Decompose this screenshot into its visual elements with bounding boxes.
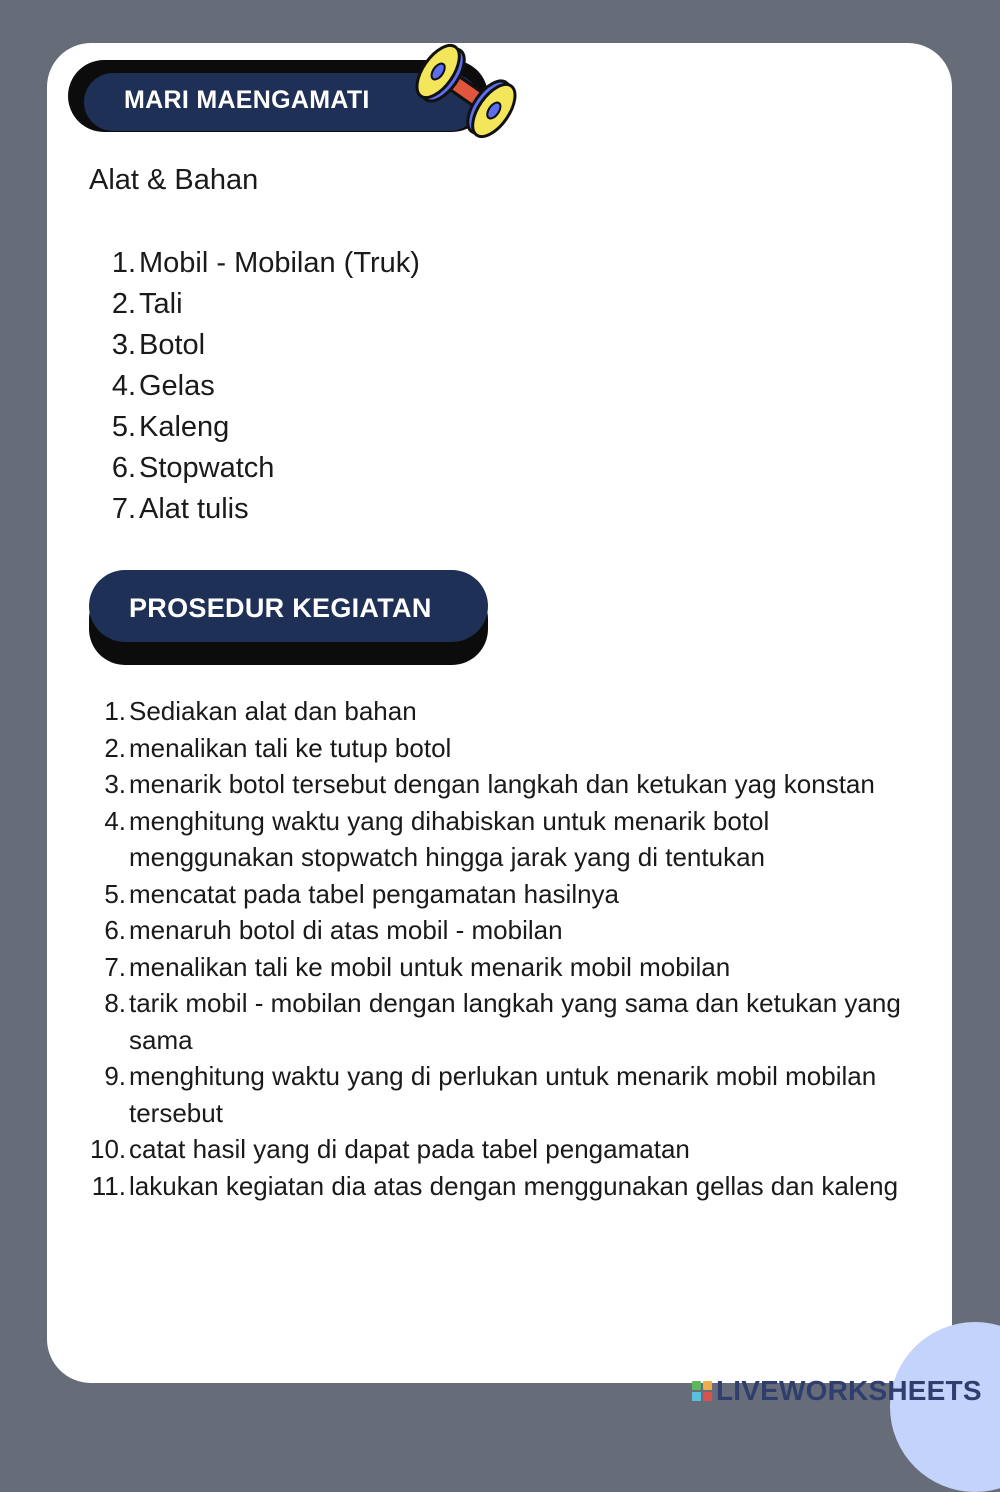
procedure-step	[90, 803, 910, 876]
item-number: 7.	[111, 493, 136, 525]
procedure-step	[90, 876, 910, 913]
step-text: menghitung waktu yang dihabiskan untuk menarik botol menggunakan stopwatch hingga jarak yang di tentukan	[129, 805, 770, 872]
procedure-step	[90, 1058, 910, 1131]
procedure-step	[90, 1131, 910, 1168]
procedure-step	[90, 730, 910, 767]
item-text: Kaleng	[139, 411, 230, 443]
step-number: 11.	[91, 1170, 126, 1201]
step-text: catat hasil yang di dapat pada tabel pengamatan	[129, 1134, 690, 1164]
item-number: 1.	[111, 247, 136, 279]
step-text: menghitung waktu yang di perlukan untuk menarik mobil mobilan tersebut	[129, 1061, 877, 1128]
materials-item	[90, 366, 420, 407]
step-text: lakukan kegiatan dia atas dengan menggunakan gellas dan kaleng	[129, 1170, 899, 1201]
item-number: 6.	[111, 452, 136, 484]
step-number: 4.	[104, 805, 126, 836]
step-number: 2.	[104, 732, 126, 763]
dumbbell-icon	[410, 38, 522, 144]
step-number: 8.	[104, 988, 126, 1018]
step-text: tarik mobil - mobilan dengan langkah yang sama dan ketukan yang sama	[129, 988, 901, 1055]
item-text: Stopwatch	[139, 452, 275, 484]
materials-item	[90, 407, 420, 448]
item-text: Botol	[139, 329, 206, 361]
step-number: 7.	[104, 951, 126, 982]
procedure-step	[90, 912, 910, 949]
step-text: menalikan tali ke tutup botol	[129, 732, 452, 763]
procedure-step	[90, 693, 910, 730]
procedure-step	[90, 766, 910, 803]
item-text: Gelas	[139, 370, 215, 402]
step-number: 9.	[104, 1061, 126, 1091]
item-text: Alat tulis	[139, 493, 249, 525]
item-text: Tali	[139, 288, 183, 320]
step-number: 5.	[104, 878, 126, 909]
step-text: menarik botol tersebut dengan langkah dan ketukan yag konstan	[129, 769, 875, 799]
step-number: 10.	[90, 1134, 127, 1164]
step-number: 1.	[104, 696, 126, 726]
item-number: 5.	[111, 411, 136, 443]
step-text: mencatat pada tabel pengamatan hasilnya	[129, 878, 620, 909]
materials-item	[90, 448, 420, 489]
step-text: Sediakan alat dan bahan	[129, 696, 417, 726]
step-number: 6.	[104, 915, 126, 945]
item-number: 2.	[111, 288, 136, 320]
materials-item	[90, 489, 420, 530]
item-text: Mobil - Mobilan (Truk)	[139, 247, 420, 279]
step-text: menalikan tali ke mobil untuk menarik mobil mobilan	[129, 951, 731, 982]
liveworksheets-logo[interactable]	[692, 1376, 982, 1406]
materials-item	[90, 284, 420, 325]
badge-top-label: MARI MAENGAMATI	[124, 86, 370, 114]
materials-list	[90, 243, 420, 530]
item-number: 3.	[111, 329, 136, 361]
step-number: 3.	[104, 769, 126, 799]
procedure-step	[90, 985, 910, 1058]
procedure-list	[90, 693, 910, 1204]
badge-procedure-label: PROSEDUR KEGIATAN	[129, 593, 432, 623]
procedure-step	[90, 949, 910, 986]
logo-text: LIVEWORKSHEETS	[716, 1375, 982, 1406]
materials-title: Alat & Bahan	[89, 164, 259, 196]
item-number: 4.	[111, 370, 136, 402]
step-text: menaruh botol di atas mobil - mobilan	[129, 915, 563, 945]
materials-item	[90, 325, 420, 366]
procedure-step	[90, 1168, 910, 1205]
liveworksheets-logo-icon	[692, 1381, 712, 1401]
materials-item	[90, 243, 420, 284]
